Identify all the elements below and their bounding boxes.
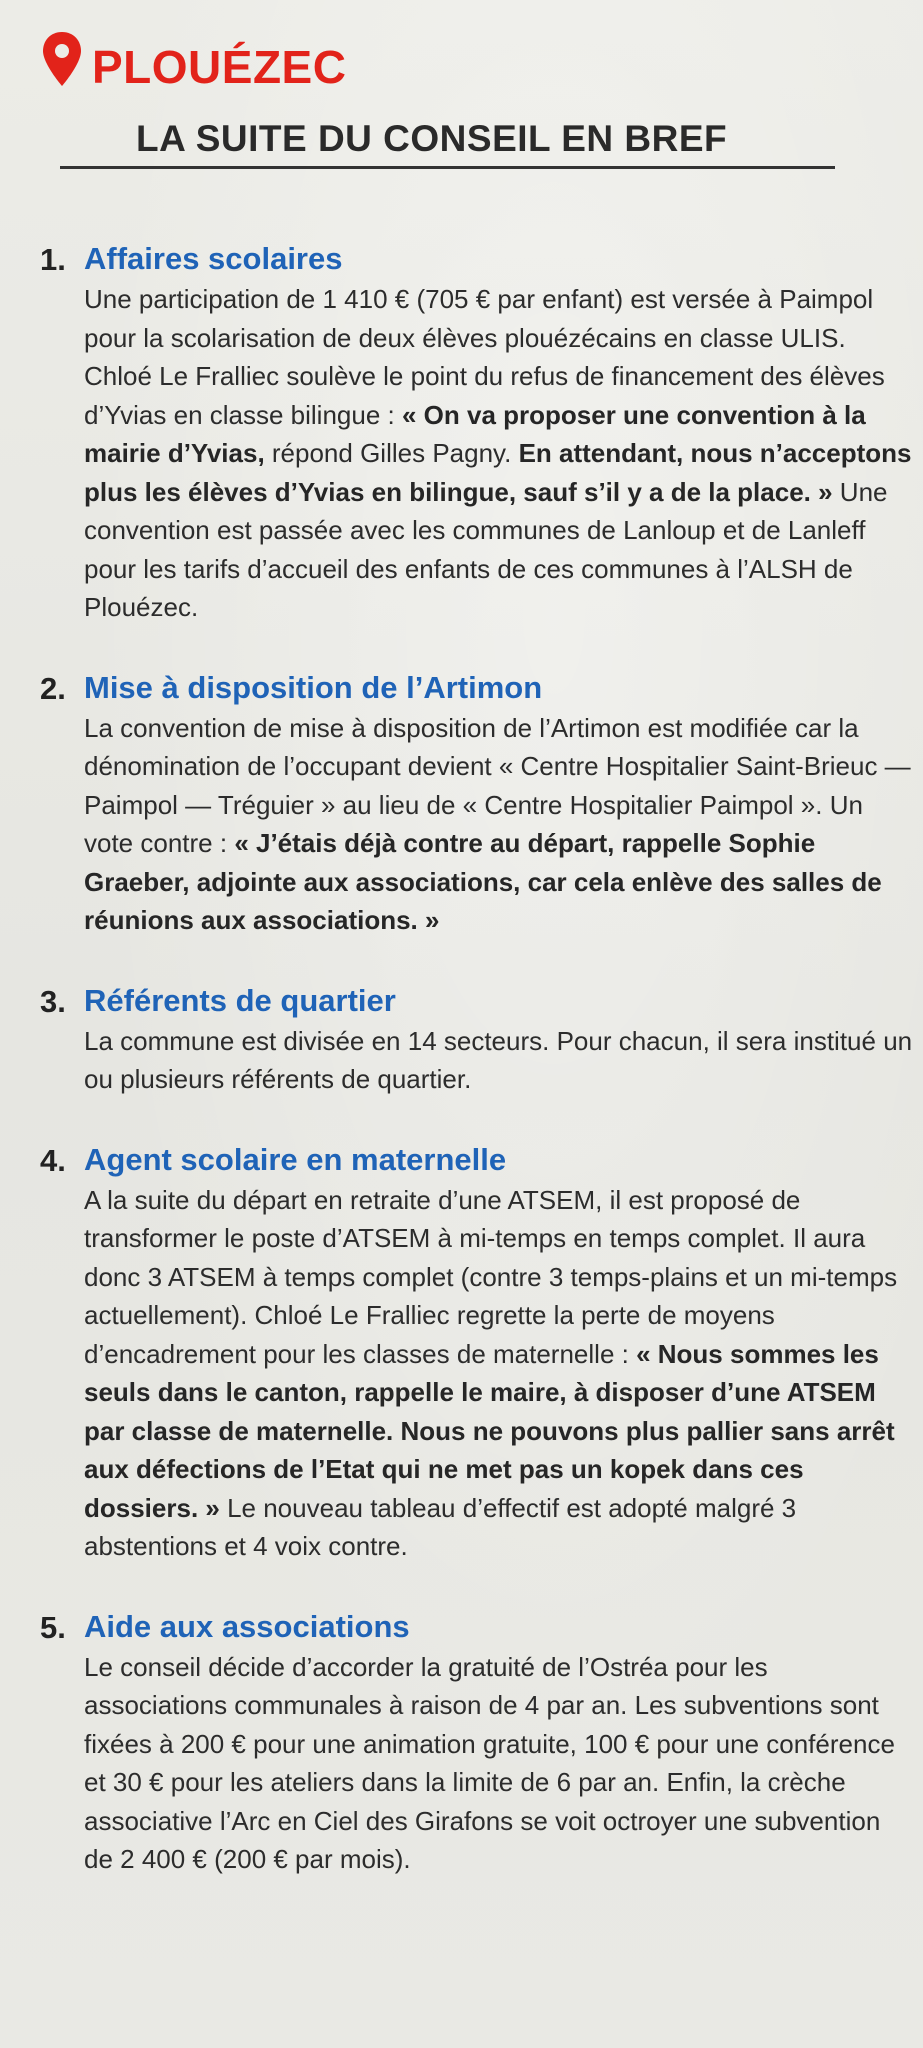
body-text: Le nouveau tableau d’effectif est adopté malgré 3 abstentions et 4 voix contre.	[84, 1492, 797, 1561]
body-text: A la suite du départ en retraite d’une ATSEM, il est proposé de transformer le poste d’ATSEM à mi-temps en temps complet. Il aura donc 3 ATSEM à temps complet (contre 3 temps-plains et un mi-temps actuellement). Chloé Le Fralliec regrette la perte de moyens d’encadrement pour les classes de maternelle :	[84, 1184, 898, 1369]
body-quote: « On va proposer une convention à la mairie d’Yvias,	[84, 399, 866, 468]
section-title: Référents de quartier	[84, 982, 396, 1018]
body-text: La commune est divisée en 14 secteurs. Pour chacun, il sera institué un ou plusieurs référents de quartier.	[84, 1025, 913, 1094]
section-number: 3.	[40, 983, 66, 1019]
section-body	[84, 280, 914, 627]
section-title: Mise à disposition de l’Artimon	[84, 669, 543, 705]
section-number: 2.	[40, 670, 66, 706]
section-agent-scolaire	[40, 1141, 900, 1566]
location-pin-icon	[40, 30, 84, 90]
body-quote: En attendant, nous n’acceptons plus les élèves d’Yvias en bilingue, sauf s’il y a de la place. »	[84, 438, 912, 507]
section-body	[84, 1648, 914, 1879]
town-name: PLOUÉZEC	[92, 41, 347, 93]
section-aide-associations	[40, 1608, 900, 1879]
body-text: répond Gilles Pagny.	[264, 438, 519, 468]
section-number: 4.	[40, 1142, 66, 1178]
article-sections	[40, 240, 913, 1921]
section-number: 5.	[40, 1609, 66, 1645]
body-text: Le conseil décide d’accorder la gratuité de l’Ostréa pour les associations communales à raison de 4 par an. Les subventions sont fixées à 200 € pour une animation gratuite, 100 € pour une conférence et 30 € pour les ateliers dans la limite de 6 par an. Enfin, la crèche associative l’Arc en Ciel des Girafons se voit octroyer une subvention de 2 400 € (200 € par mois).	[84, 1651, 895, 1874]
section-body	[84, 1181, 914, 1566]
section-artimon	[40, 669, 911, 940]
body-text: Une participation de 1 410 € (705 € par enfant) est versée à Paimpol pour la scolarisation de deux élèves plouézécains en classe ULIS. Chloé Le Fralliec soulève le point du refus de financement des élèves d’Yvias en classe bilingue :	[84, 284, 885, 430]
section-title: Affaires scolaires	[84, 241, 343, 276]
article-header	[40, 30, 880, 170]
section-referents-quartier	[40, 982, 913, 1099]
section-title: Aide aux associations	[84, 1608, 410, 1644]
section-affaires-scolaires	[40, 240, 912, 627]
body-quote: « Nous sommes les seuls dans le canton, rappelle le maire, à disposer d’une ATSEM par classe de maternelle. Nous ne pouvons plus pallier sans arrêt aux défections de l’Etat qui ne met pas un kopek dans ces dossiers. »	[84, 1338, 895, 1523]
body-quote: « J’étais déjà contre au départ, rappelle Sophie Graeber, adjointe aux associations, car cela enlève des salles de réunions aux associations. »	[84, 828, 882, 935]
section-title: Agent scolaire en maternelle	[84, 1141, 507, 1177]
body-text: La convention de mise à disposition de l’Artimon est modifiée car la dénomination de l’occupant devient « Centre Hospitalier Saint-Brieuc — Paimpol — Tréguier » au lieu de « Centre Hospitalier Paimpol ». Un vote contre :	[84, 712, 911, 858]
section-body	[84, 709, 914, 940]
article-headline: LA SUITE DU CONSEIL EN BREF	[136, 118, 728, 159]
body-text: Une convention est passée avec les communes de Lanloup et de Lanleff pour les tarifs d’accueil des enfants de ces communes à l’ALSH de Plouézec.	[84, 476, 888, 622]
section-body	[84, 1022, 914, 1099]
headline-underline	[60, 166, 835, 169]
section-number: 1.	[40, 242, 66, 277]
